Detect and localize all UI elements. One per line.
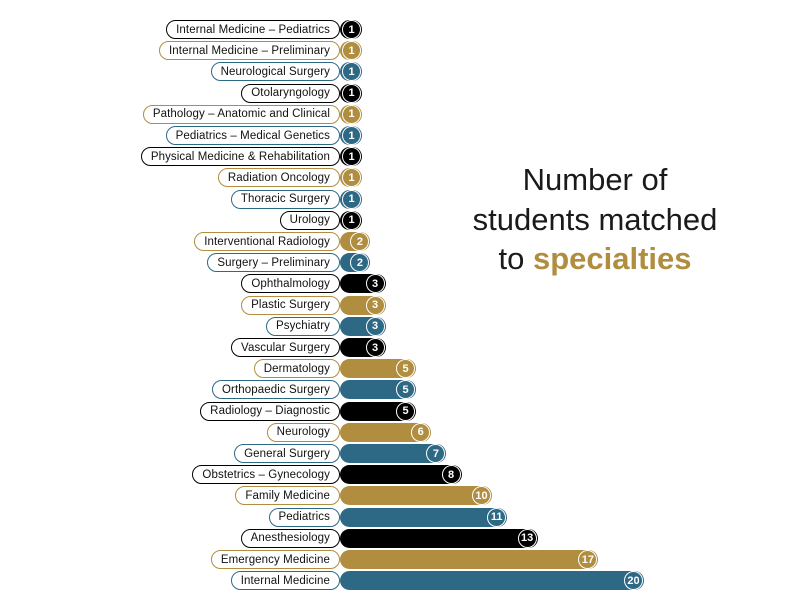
bar-row — [0, 359, 660, 378]
bar-value-badge: 3 — [366, 338, 385, 357]
bar-row — [0, 105, 660, 124]
bar-label: Neurological Surgery — [211, 62, 340, 81]
bar-row — [0, 444, 660, 463]
bar-label: Thoracic Surgery — [231, 190, 340, 209]
bar-label: Obstetrics – Gynecology — [192, 465, 340, 484]
bar-label: Internal Medicine – Preliminary — [159, 41, 340, 60]
bar-value-badge: 1 — [342, 190, 361, 209]
bar-label: Radiology – Diagnostic — [200, 402, 340, 421]
bar-value-badge: 13 — [518, 529, 537, 548]
bar-value-badge: 11 — [487, 508, 506, 527]
bar-value-badge: 5 — [396, 359, 415, 378]
bar-value-badge: 1 — [342, 168, 361, 187]
bar-label: Orthopaedic Surgery — [212, 380, 340, 399]
bar-row — [0, 550, 660, 569]
bar-value-badge: 1 — [342, 105, 361, 124]
bar-row — [0, 84, 660, 103]
bar-label: Family Medicine — [235, 486, 340, 505]
bar-value-badge: 2 — [350, 253, 369, 272]
bar-value-badge: 1 — [342, 41, 361, 60]
bar-label: Internal Medicine – Pediatrics — [166, 20, 340, 39]
bar-value-badge: 6 — [411, 423, 430, 442]
bar-label: Radiation Oncology — [218, 168, 340, 187]
bar — [340, 571, 644, 590]
bar-value-badge: 10 — [472, 486, 491, 505]
bar-value-badge: 8 — [442, 465, 461, 484]
bar-label: Emergency Medicine — [211, 550, 340, 569]
bar-row — [0, 423, 660, 442]
bar-value-badge: 1 — [342, 211, 361, 230]
bar — [340, 508, 507, 527]
bar-row — [0, 508, 660, 527]
bar-value-badge: 7 — [426, 444, 445, 463]
bar-row — [0, 529, 660, 548]
bar-row — [0, 126, 660, 145]
bar-row — [0, 296, 660, 315]
bar-row — [0, 338, 660, 357]
bar-value-badge: 3 — [366, 317, 385, 336]
bar-value-badge: 1 — [342, 147, 361, 166]
bar-row — [0, 317, 660, 336]
bar-label: Internal Medicine — [231, 571, 340, 590]
bar-label: Pediatrics – Medical Genetics — [166, 126, 340, 145]
bar-value-badge: 5 — [396, 380, 415, 399]
bar-label: Interventional Radiology — [194, 232, 340, 251]
bar-label: Otolaryngology — [241, 84, 340, 103]
bar-label: Pediatrics — [269, 508, 341, 527]
bar-label: Plastic Surgery — [241, 296, 340, 315]
bar-label: General Surgery — [234, 444, 340, 463]
bar-value-badge: 1 — [342, 20, 361, 39]
headline-line-1: Number of — [522, 162, 668, 197]
bar-label: Psychiatry — [266, 317, 340, 336]
bar-value-badge: 1 — [342, 62, 361, 81]
bar-row — [0, 486, 660, 505]
headline-accent-word: specialties — [532, 241, 692, 277]
bar-value-badge: 1 — [342, 84, 361, 103]
bar-row — [0, 20, 660, 39]
bar-row — [0, 41, 660, 60]
bar-value-badge: 3 — [366, 296, 385, 315]
bar — [340, 550, 598, 569]
bar-value-badge: 2 — [350, 232, 369, 251]
bar-label: Anesthesiology — [241, 529, 340, 548]
bar-row — [0, 465, 660, 484]
headline-line-3-prefix: to — [498, 241, 533, 277]
bar-row — [0, 402, 660, 421]
page-title — [410, 160, 780, 279]
bar-label: Physical Medicine & Rehabilitation — [141, 147, 340, 166]
bar-label: Vascular Surgery — [231, 338, 340, 357]
bar-label: Neurology — [267, 423, 340, 442]
bar-row — [0, 62, 660, 81]
headline-line-2: students matched — [472, 201, 718, 237]
bar-label: Surgery – Preliminary — [207, 253, 340, 272]
bar — [340, 486, 492, 505]
bar-label: Urology — [280, 211, 340, 230]
bar-label: Pathology – Anatomic and Clinical — [143, 105, 340, 124]
bar-value-badge: 1 — [342, 126, 361, 145]
bar — [340, 529, 538, 548]
bar-value-badge: 5 — [396, 402, 415, 421]
headline-line-3 — [410, 239, 780, 279]
bar-label: Dermatology — [254, 359, 340, 378]
bar-label: Ophthalmology — [241, 274, 340, 293]
bar-row — [0, 571, 660, 590]
bar-value-badge: 17 — [578, 550, 597, 569]
bar-value-badge: 20 — [624, 571, 643, 590]
bar-row — [0, 380, 660, 399]
bar-value-badge: 3 — [366, 274, 385, 293]
